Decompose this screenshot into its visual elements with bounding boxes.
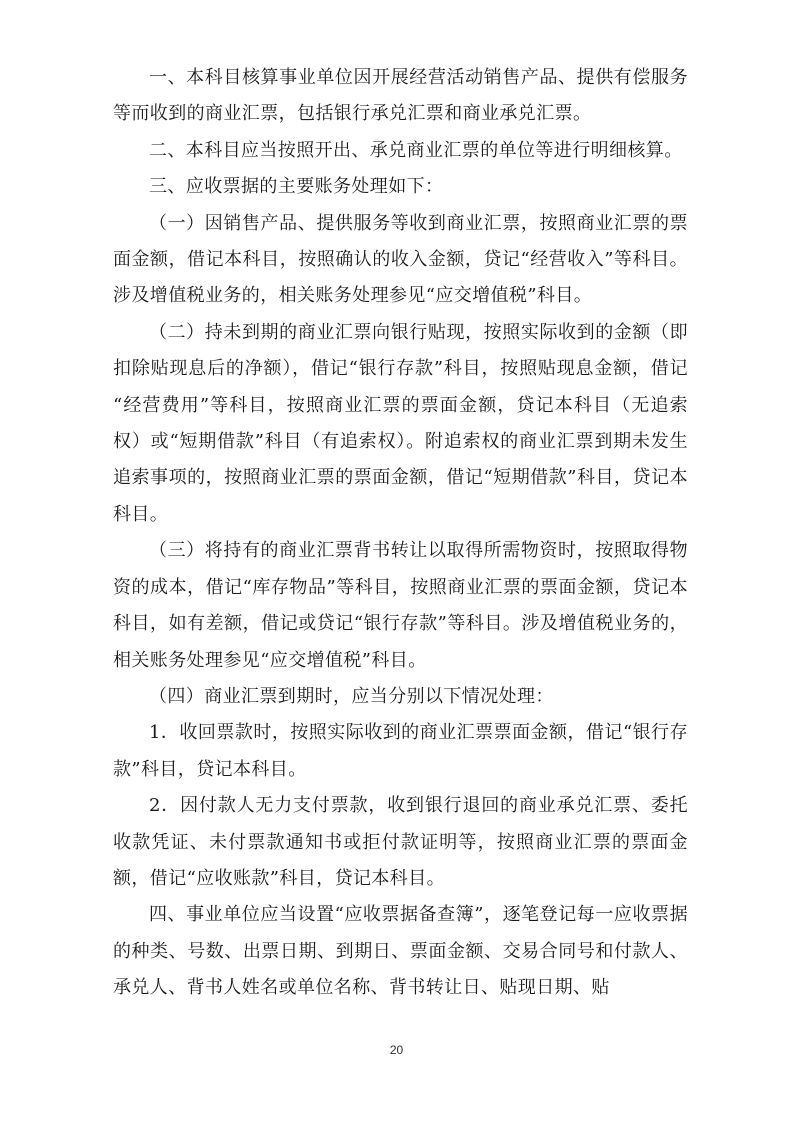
paragraph-9: 2．因付款人无力支付票款，收到银行退回的商业承兑汇票、委托收款凭证、未付票款通知书或拒付款证明等，按照商业汇票的票面金额，借记“应收账款”科目，贷记本科目。 [113,795,688,889]
paragraph-1: 一、本科目核算事业单位因开展经营活动销售产品、提供有偿服务等而收到的商业汇票，包括银行承兑汇票和商业承兑汇票。 [113,67,688,125]
paragraph-4: （一）因销售产品、提供服务等收到商业汇票，按照商业汇票的票面金额，借记本科目，按照确认的收入金额，贷记“经营收入”等科目。涉及增值税业务的，相关账务处理参见“应交增值税”科目。 [113,212,688,307]
paragraph-6: （三）将持有的商业汇票背书转让以取得所需物资时，按照取得物资的成本，借记“库存物品”等科目，按照商业汇票的票面金额，贷记本科目，如有差额，借记或贷记“银行存款”等科目。涉及增值税业务的，相关账务处理参见“应交增值税”科目。 [113,540,688,671]
page-number: 20 [389,1043,404,1057]
paragraph-10: 四、事业单位应当设置“应收票据备查簿”，逐笔登记每一应收票据的种类、号数、出票日期、到期日、票面金额、交易合同号和付款人、承兑人、背书人姓名或单位名称、背书转让日、贴现日期、贴 [113,904,688,999]
paragraph-3: 三、应收票据的主要账务处理如下： [149,176,444,198]
paragraph-5: （二）持未到期的商业汇票向银行贴现，按照实际收到的金额（即扣除贴现息后的净额），借记“银行存款”科目，按照贴现息金额，借记 “经营费用”等科目，按照商业汇票的票面金额，贷记本科目（无追索权）或“短期借款”科目（有追索权）。附追索权的商业汇票到期未发生追索事项的，按照商业汇票的票面金额，借记“短期借款”科目，贷记本科目。 [113,321,688,525]
paragraph-7: （四）商业汇票到期时，应当分别以下情况处理： [149,685,554,707]
paragraph-8: 1．收回票款时，按照实际收到的商业汇票票面金额，借记“银行存款”科目，贷记本科目。 [113,722,688,780]
document-body [113,60,688,1007]
paragraph-2: 二、本科目应当按照开出、承兑商业汇票的单位等进行明细核算。 [149,139,683,161]
